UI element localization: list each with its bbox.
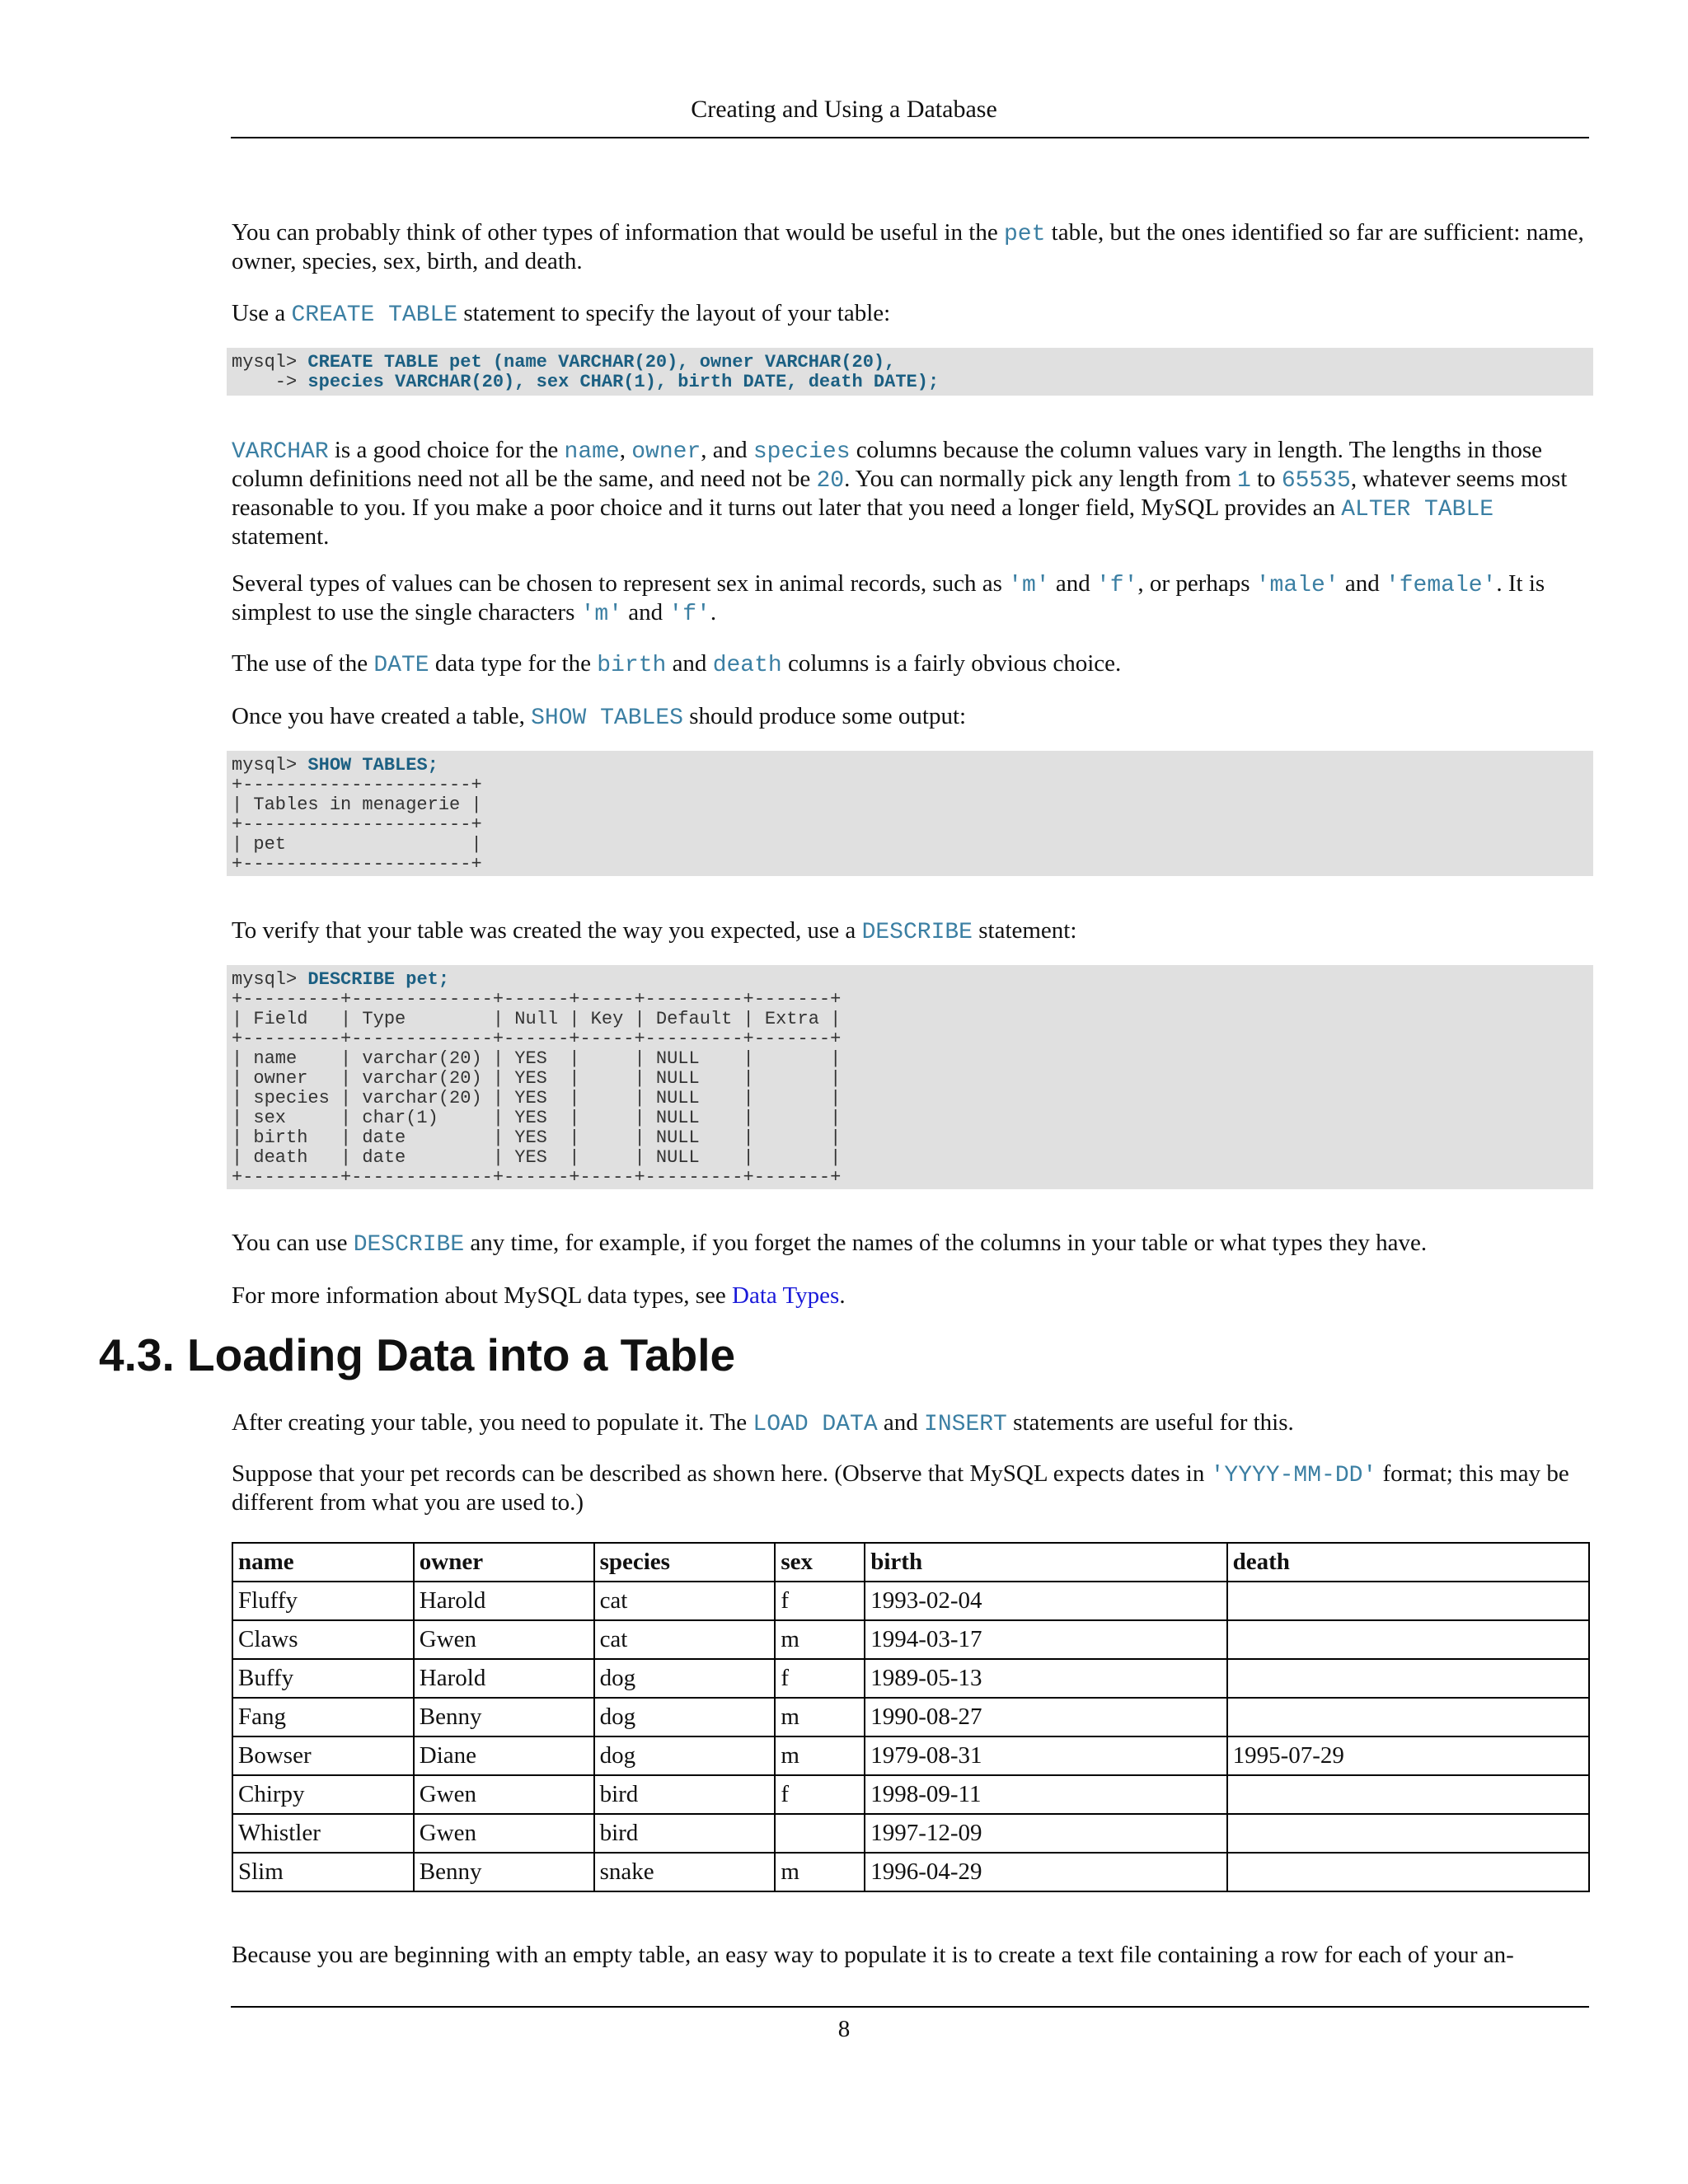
table-row <box>232 1582 1589 1620</box>
table-cell <box>1227 1620 1589 1659</box>
table-cell: Whistler <box>232 1814 414 1853</box>
table-cell: 1993-02-04 <box>865 1582 1226 1620</box>
table-cell: Chirpy <box>232 1775 414 1814</box>
table-cell: snake <box>594 1853 776 1891</box>
table-cell: m <box>775 1853 865 1891</box>
table-cell: Bowser <box>232 1736 414 1775</box>
table-cell: 1995-07-29 <box>1227 1736 1589 1775</box>
section-heading: 4.3. Loading Data into a Table <box>99 1329 736 1380</box>
paragraph-varchar: VARCHAR is a good choice for the name, owner, and species columns because the column values vary in length. The lengths in those column definitions need not all be the same, and need not be 20. You can normally pick any length from 1 to 65535, whatever seems most reasonable to you. If you make a poor choice and it turns out later that you need a longer field, MySQL provides an ALTER TABLE statement. <box>232 437 1568 550</box>
code-block-show-tables: mysql> SHOW TABLES; +---------------------+ | Tables in menagerie | +---------------------+ | pet | +---------------------+ <box>227 751 1593 876</box>
table-row <box>232 1698 1589 1736</box>
table-cell: 1994-03-17 <box>865 1620 1226 1659</box>
data-types-link[interactable]: Data Types <box>732 1282 840 1309</box>
paragraph-empty-table: Because you are beginning with an empty table, an easy way to populate it is to create a text file containing a row for each of your an- <box>232 1942 1514 1968</box>
table-cell: 1996-04-29 <box>865 1853 1226 1891</box>
paragraph-pet-info: You can probably think of other types of information that would be useful in the pet table, but the ones identified so far are sufficient: name, owner, species, sex, birth, and death. <box>232 219 1584 274</box>
paragraph-populate: After creating your table, you need to populate it. The LOAD DATA and INSERT statements are useful for this. <box>232 1409 1294 1437</box>
table-cell: bird <box>594 1775 776 1814</box>
column-header: owner <box>414 1543 594 1582</box>
table-cell: Diane <box>414 1736 594 1775</box>
footer-divider <box>231 2006 1589 2008</box>
table-cell: m <box>775 1698 865 1736</box>
table-cell: cat <box>594 1620 776 1659</box>
table-cell: Benny <box>414 1853 594 1891</box>
table-cell: m <box>775 1736 865 1775</box>
column-header: species <box>594 1543 776 1582</box>
table-cell: Harold <box>414 1582 594 1620</box>
paragraph-sex-values: Several types of values can be chosen to represent sex in animal records, such as 'm' and 'f', or perhaps 'male' and 'female'. It is simplest to use the single characters 'm' and 'f'. <box>232 570 1545 627</box>
column-header: sex <box>775 1543 865 1582</box>
paragraph-date-type: The use of the DATE data type for the birth and death columns is a fairly obvious choice. <box>232 650 1122 678</box>
code-block-describe-pet: mysql> DESCRIBE pet; +---------+-------------+------+-----+---------+-------+ | Field | Type | Null | Key | Default | Extra | +---------+-------------+------+-----+---------+-------+ | name | varchar(20) | YES | | NULL | | | owner | varchar(20) | YES | | NULL | | | species | varchar(20) | YES | | NULL | | | sex | char(1) | YES | | NULL | | | birth | date | YES | | NULL | | | death | date | YES | | NULL | | +---------+-------------+------+-----+---------+-------+ <box>227 965 1593 1189</box>
table-cell <box>1227 1698 1589 1736</box>
paragraph-describe-usage: You can use DESCRIBE any time, for example, if you forget the names of the columns in your table or what types they have. <box>232 1230 1428 1258</box>
page-header-title: Creating and Using a Database <box>691 96 997 123</box>
table-cell <box>1227 1659 1589 1698</box>
table-cell <box>1227 1775 1589 1814</box>
paragraph-pet-records: Suppose that your pet records can be described as shown here. (Observe that MySQL expects dates in 'YYYY-MM-DD' format; this may be different from what you are used to.) <box>232 1460 1569 1516</box>
pet-records-table <box>232 1542 1590 1892</box>
header-divider <box>231 137 1589 138</box>
table-cell: Benny <box>414 1698 594 1736</box>
table-cell: 1990-08-27 <box>865 1698 1226 1736</box>
table-cell <box>775 1814 865 1853</box>
table-row <box>232 1620 1589 1659</box>
table-cell: Buffy <box>232 1659 414 1698</box>
table-row <box>232 1736 1589 1775</box>
table-cell: dog <box>594 1736 776 1775</box>
paragraph-describe: To verify that your table was created the way you expected, use a DESCRIBE statement: <box>232 917 1077 945</box>
table-cell: Gwen <box>414 1814 594 1853</box>
table-row <box>232 1659 1589 1698</box>
table-cell: Gwen <box>414 1620 594 1659</box>
page-number: 8 <box>837 2016 851 2042</box>
table-cell: f <box>775 1775 865 1814</box>
table-cell: Slim <box>232 1853 414 1891</box>
table-cell: dog <box>594 1659 776 1698</box>
table-cell: dog <box>594 1698 776 1736</box>
table-cell: cat <box>594 1582 776 1620</box>
table-cell: m <box>775 1620 865 1659</box>
code-block-create-table: mysql> CREATE TABLE pet (name VARCHAR(20), owner VARCHAR(20), -> species VARCHAR(20), sex CHAR(1), birth DATE, death DATE); <box>227 348 1593 396</box>
column-header: birth <box>865 1543 1226 1582</box>
table-cell: Harold <box>414 1659 594 1698</box>
table-row <box>232 1775 1589 1814</box>
table-cell: Gwen <box>414 1775 594 1814</box>
column-header: death <box>1227 1543 1589 1582</box>
paragraph-show-tables: Once you have created a table, SHOW TABLES should produce some output: <box>232 703 967 731</box>
table-cell: 1979-08-31 <box>865 1736 1226 1775</box>
table-cell: 1989-05-13 <box>865 1659 1226 1698</box>
paragraph-data-types: For more information about MySQL data types, see Data Types. <box>232 1282 846 1309</box>
table-cell <box>1227 1814 1589 1853</box>
table-cell: 1997-12-09 <box>865 1814 1226 1853</box>
table-cell: bird <box>594 1814 776 1853</box>
table-header-row <box>232 1543 1589 1582</box>
table-cell <box>1227 1582 1589 1620</box>
table-cell: Fluffy <box>232 1582 414 1620</box>
table-cell: Claws <box>232 1620 414 1659</box>
table-cell: f <box>775 1659 865 1698</box>
table-cell: f <box>775 1582 865 1620</box>
table-row <box>232 1853 1589 1891</box>
table-cell <box>1227 1853 1589 1891</box>
table-cell: 1998-09-11 <box>865 1775 1226 1814</box>
table-row <box>232 1814 1589 1853</box>
table-cell: Fang <box>232 1698 414 1736</box>
paragraph-create-table: Use a CREATE TABLE statement to specify the layout of your table: <box>232 300 891 328</box>
column-header: name <box>232 1543 414 1582</box>
